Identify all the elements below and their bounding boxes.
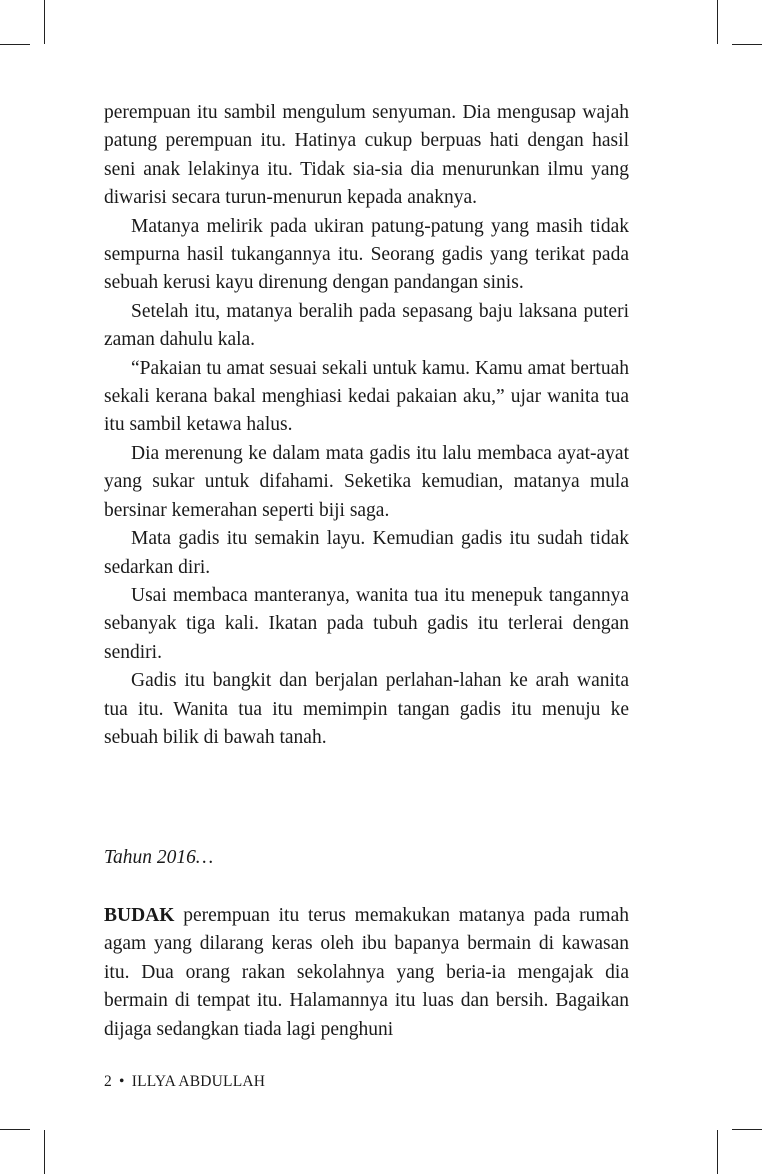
- paragraph: Mata gadis itu semakin layu. Kemudian gadis itu sudah tidak sedarkan diri.: [104, 528, 629, 578]
- paragraph: [104, 902, 629, 1044]
- crop-mark: [0, 44, 30, 45]
- crop-mark: [717, 1130, 718, 1174]
- paragraph: Usai membaca manteranya, wanita tua itu menepuk tangannya sebanyak tiga kali. Ikatan pada tubuh gadis itu terlerai dengan sendiri.: [104, 584, 629, 663]
- crop-mark: [0, 1129, 30, 1130]
- author-name: ILLYA ABDULLAH: [131, 1073, 266, 1090]
- page-number: 2: [104, 1073, 112, 1090]
- paragraph: Setelah itu, matanya beralih pada sepasang baju laksana puteri zaman dahulu kala.: [104, 300, 629, 351]
- story-passage-2: [104, 902, 629, 1044]
- paragraph: “Pakaian tu amat sesuai sekali untuk kamu. Kamu amat bertuah sekali kerana bakal menghiasi kedai pakaian aku,” ujar wanita tua itu sambil ketawa halus.: [104, 357, 629, 436]
- lead-word: BUDAK: [104, 905, 175, 926]
- paragraph: Matanya melirik pada ukiran patung-patung yang masih tidak sempurna hasil tukangannya itu. Seorang gadis yang terikat pada sebuah kerusi kayu direnung dengan pandangan sinis.: [104, 215, 629, 294]
- paragraph: perempuan itu sambil mengulum senyuman. Dia mengusap wajah patung perempuan itu. Hatinya cukup berpuas hati dengan hasil seni anak lelakinya itu. Tidak sia-sia dia menurunkan ilmu yang diwarisi secara turun-menurun kepada anaknya.: [104, 102, 629, 209]
- paragraph: Dia merenung ke dalam mata gadis itu lalu membaca ayat-ayat yang sukar untuk difahami. Seketika kemudian, matanya mula bersinar kemerahan seperti biji saga.: [104, 442, 629, 521]
- story-passage-1: [104, 99, 629, 752]
- separator: •: [119, 1073, 125, 1090]
- crop-mark: [717, 0, 718, 44]
- page-footer: [104, 1072, 265, 1092]
- crop-mark: [732, 1129, 762, 1130]
- crop-mark: [732, 44, 762, 45]
- section-marker: Tahun 2016…: [104, 847, 214, 868]
- paragraph: Gadis itu bangkit dan berjalan perlahan-lahan ke arah wanita tua itu. Wanita tua itu memimpin tangan gadis itu menuju ke sebuah bilik di bawah tanah.: [104, 670, 629, 748]
- paragraph-text: perempuan itu terus memakukan matanya pada rumah agam yang dilarang keras oleh ibu bapanya bermain di kawasan itu. Dua orang rakan sekolahnya yang beria-ia mengajak dia bermain di tempat itu. Halamannya itu luas dan bersih. Bagaikan dijaga sedangkan tiada lagi penghuni: [104, 905, 629, 1040]
- crop-mark: [44, 0, 45, 44]
- crop-mark: [44, 1130, 45, 1174]
